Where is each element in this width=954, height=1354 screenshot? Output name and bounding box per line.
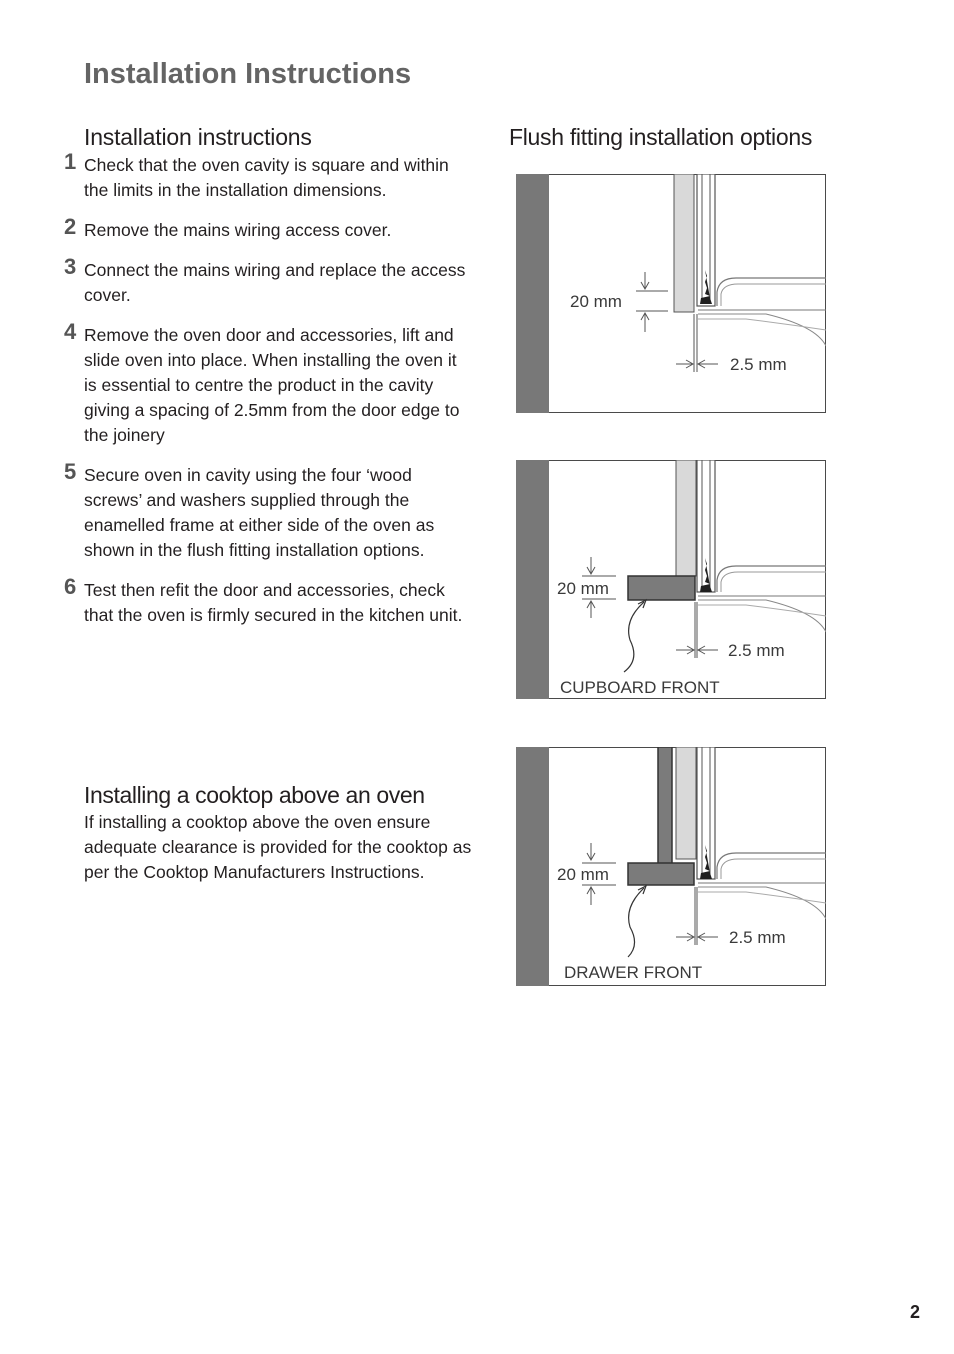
step-2 — [62, 214, 472, 243]
cooktop-section — [84, 782, 484, 885]
side-panel — [676, 460, 696, 576]
side-panel — [676, 747, 696, 859]
step-text: Secure oven in cavity using the four ‘wood screws’ and washers supplied through the enamelled frame at either side of the oven as shown in the flush fitting installation options. — [84, 465, 435, 560]
cooktop-body: If installing a cooktop above the oven ensure adequate clearance is provided for the cooktop as per the Cooktop Manufacturers Instructions. — [84, 812, 472, 882]
cooktop-heading: Installing a cooktop above an oven — [84, 782, 425, 808]
step-3 — [62, 254, 472, 308]
diagram-svg — [516, 747, 826, 987]
step-text: Remove the oven door and accessories, lift and slide oven into place. When installing the oven it is essential to centre the product in the cavity giving a spacing of 2.5mm from the door edge to the joinery — [84, 325, 460, 445]
step-text: Remove the mains wiring access cover. — [84, 220, 392, 240]
drawer-front-upper — [658, 747, 672, 865]
step-number: 4 — [64, 319, 77, 344]
diagram-frame — [517, 175, 826, 413]
wall — [516, 747, 549, 986]
gap-dimension-label: 2.5 mm — [728, 641, 785, 660]
flush-heading: Flush fitting installation options — [509, 124, 813, 150]
vertical-dimension-label: 20 mm — [557, 865, 609, 884]
installation-heading: Installation instructions — [84, 124, 312, 150]
page-number: 2 — [909, 1302, 920, 1322]
step-4 — [62, 319, 472, 448]
wall — [516, 174, 549, 413]
vertical-dimension-label: 20 mm — [557, 579, 609, 598]
wall — [516, 460, 549, 699]
step-number: 6 — [64, 574, 77, 599]
step-number: 2 — [64, 214, 77, 239]
cupboard-front — [628, 576, 695, 600]
diagram-svg — [516, 460, 826, 700]
step-1 — [62, 149, 472, 203]
page-title: Installation Instructions — [84, 58, 412, 90]
diagram-svg — [516, 174, 826, 414]
installation-section — [62, 124, 472, 643]
oven-frame — [697, 174, 715, 306]
gap-dimension-label: 2.5 mm — [730, 355, 787, 374]
flush-diagram-2 — [516, 460, 826, 700]
side-panel — [674, 174, 694, 312]
cupboard-front-label: CUPBOARD FRONT — [560, 678, 720, 697]
vertical-dimension-label: 20 mm — [570, 292, 622, 311]
flush-diagram-1 — [516, 174, 826, 414]
steps-list — [62, 149, 472, 628]
step-text: Test then refit the door and accessories, check that the oven is firmly secured in the kitchen unit. — [84, 580, 463, 625]
flush-diagram-3 — [516, 747, 826, 987]
step-6 — [62, 574, 472, 628]
step-number: 3 — [64, 254, 77, 279]
step-text: Connect the mains wiring and replace the access cover. — [84, 260, 466, 305]
drawer-front — [628, 863, 694, 885]
step-number: 5 — [64, 459, 77, 484]
step-text: Check that the oven cavity is square and within the limits in the installation dimensions. — [84, 155, 449, 200]
drawer-front-label: DRAWER FRONT — [564, 963, 703, 982]
step-5 — [62, 459, 472, 563]
gap-dimension-label: 2.5 mm — [729, 928, 786, 947]
step-number: 1 — [64, 149, 77, 174]
